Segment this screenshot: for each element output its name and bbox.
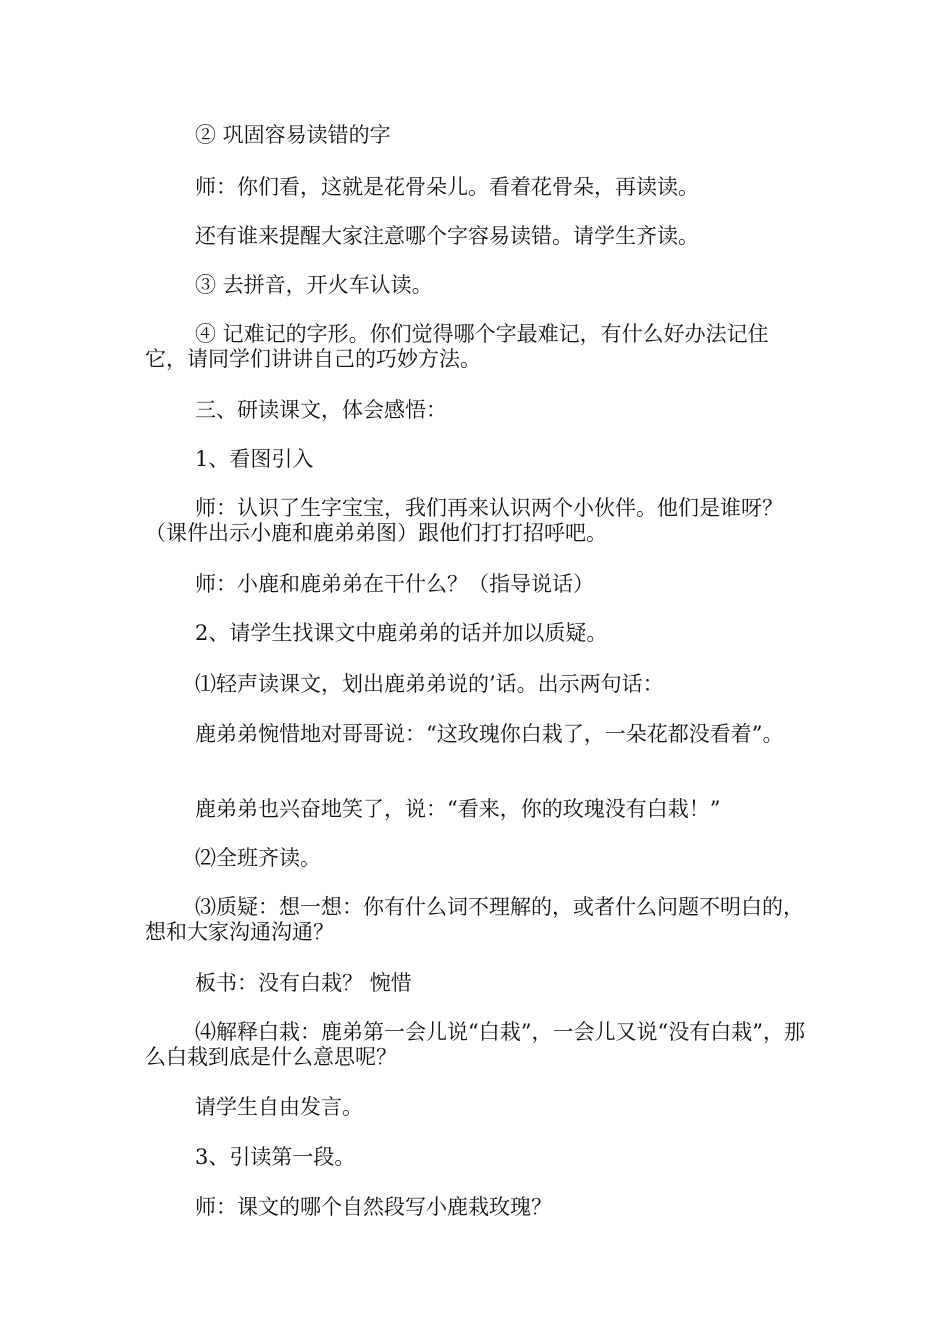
paragraph: 板书：没有白栽？ 惋惜 (195, 971, 412, 995)
subheading: 2、请学生找课文中鹿弟弟的话并加以质疑。 (195, 621, 608, 645)
paragraph: ⑷解释白栽：鹿弟第一会儿说“白栽”，一会儿又说“没有白栽”，那么白栽到底是什么意思呢？ (145, 1020, 805, 1069)
paragraph: 请学生自由发言。 (195, 1095, 363, 1119)
subheading: 1、看图引入 (195, 447, 314, 471)
paragraph: 师：课文的哪个自然段写小鹿栽玫瑰？ (195, 1195, 552, 1219)
quote-paragraph: 鹿弟弟也兴奋地笑了，说：“看来，你的玫瑰没有白栽！” (195, 797, 721, 821)
section-heading: 三、研读课文，体会感悟： (195, 398, 447, 422)
paragraph: ③ 去拼音，开火车认读。 (195, 273, 433, 297)
paragraph: 师：你们看，这就是花骨朵儿。看着花骨朵，再读读。 (195, 175, 699, 199)
subheading: 3、引读第一段。 (195, 1145, 356, 1169)
paragraph: ⑶质疑：想一想：你有什么词不理解的，或者什么问题不明白的，想和大家沟通沟通？ (145, 895, 804, 944)
paragraph: ⑴轻声读课文，划出鹿弟弟说的’话。出示两句话： (195, 672, 664, 696)
paragraph: ② 巩固容易读错的字 (195, 123, 391, 147)
paragraph: 师：认识了生字宝宝，我们再来认识两个小伙伴。他们是谁呀？（课件出示小鹿和鹿弟弟图）跟他们打打招呼吧。 (145, 496, 783, 545)
paragraph: ④ 记难记的字形。你们觉得哪个字最难记，有什么好办法记住它，请同学们讲讲自己的巧妙方法。 (145, 322, 769, 371)
paragraph: 师：小鹿和鹿弟弟在干什么？（指导说话） (195, 572, 594, 596)
quote-paragraph: 鹿弟弟惋惜地对哥哥说：“这玫瑰你白栽了，一朵花都没看着”。 (195, 722, 784, 746)
paragraph: 还有谁来提醒大家注意哪个字容易读错。请学生齐读。 (195, 224, 699, 248)
paragraph: ⑵全班齐读。 (195, 846, 321, 870)
